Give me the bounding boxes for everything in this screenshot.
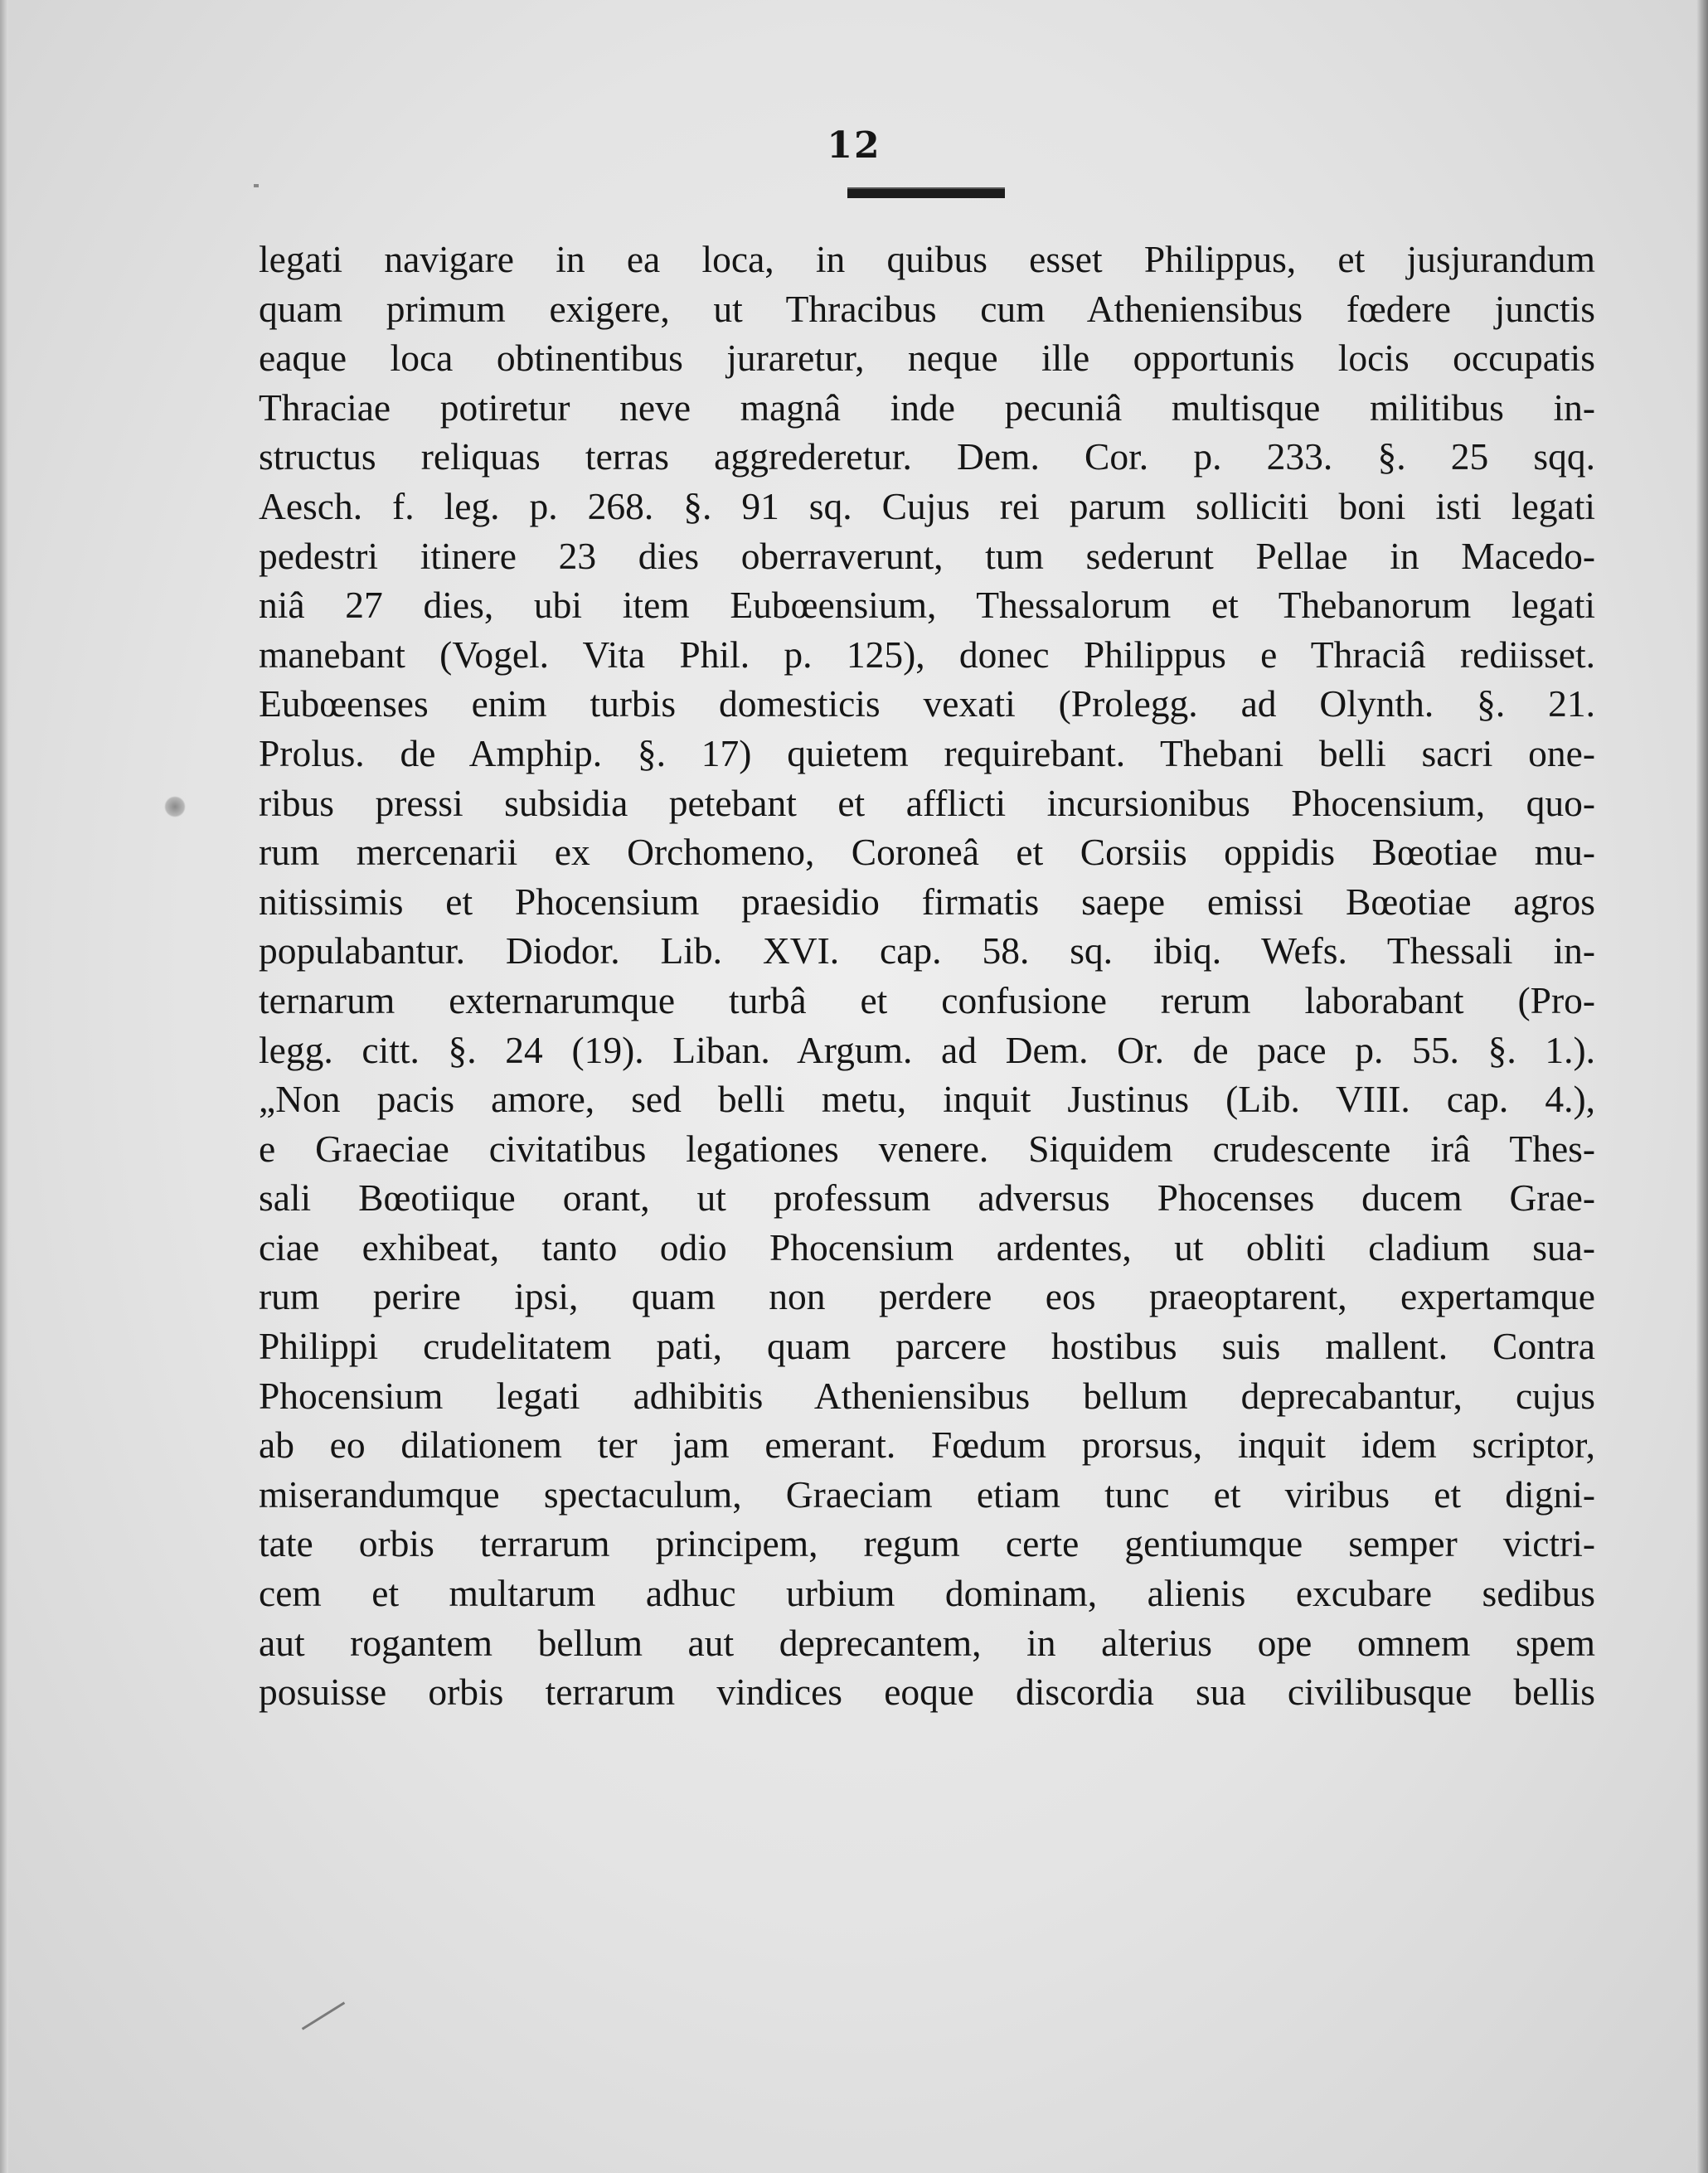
text-line: rum mercenarii ex Orchomeno, Coroneâ et Corsiis oppidis Bœotiae mu- xyxy=(259,831,1595,874)
text-line: niâ 27 dies, ubi item Eubœensium, Thessalorum et Thebanorum legati xyxy=(259,584,1595,627)
text-line: ternarum externarumque turbâ et confusione rerum laborabant (Pro- xyxy=(259,978,1595,1021)
text-line: nitissimis et Phocensium praesidio firmatis saepe emissi Bœotiae agros xyxy=(259,880,1595,923)
ink-speck xyxy=(254,184,259,187)
text-line: ribus pressi subsidia petebant et afflicti incursionibus Phocensium, quo- xyxy=(259,781,1595,824)
text-line: Prolus. de Amphip. §. 17) quietem requirebant. Thebani belli sacri one- xyxy=(259,731,1595,774)
text-line: sali Bœotiique orant, ut professum adversus Phocenses ducem Grae- xyxy=(259,1176,1595,1220)
text-line: rum perire ipsi, quam non perdere eos praeoptarent, expertamque xyxy=(259,1275,1595,1318)
body-text xyxy=(259,235,1595,1717)
text-line: Phocensium legati adhibitis Atheniensibus bellum deprecabantur, cujus xyxy=(259,1374,1595,1417)
page-left-edge-shadow xyxy=(0,0,8,2173)
text-line: Philippi crudelitatem pati, quam parcere hostibus suis mallent. Contra xyxy=(259,1325,1595,1368)
text-line: cem et multarum adhuc urbium dominam, alienis excubare sedibus xyxy=(259,1572,1595,1615)
text-line: ciae exhibeat, tanto odio Phocensium ardentes, ut obliti cladium sua- xyxy=(259,1225,1595,1268)
text-line: aut rogantem bellum aut deprecantem, in alterius ope omnem spem xyxy=(259,1621,1595,1664)
text-line: tate orbis terrarum principem, regum certe gentiumque semper victri- xyxy=(259,1522,1595,1565)
page-number: 12 xyxy=(827,124,881,167)
text-line: manebant (Vogel. Vita Phil. p. 125), donec Philippus e Thraciâ rediisset. xyxy=(259,633,1595,676)
text-line: ab eo dilationem ter jam emerant. Fœdum prorsus, inquit idem scriptor, xyxy=(259,1424,1595,1467)
text-line: legati navigare in ea loca, in quibus esset Philippus, et jusjurandum xyxy=(259,238,1595,280)
text-line: Thraciae potiretur neve magnâ inde pecuniâ multisque militibus in- xyxy=(259,386,1595,429)
text-line: „Non pacis amore, sed belli metu, inquit Justinus (Lib. VIII. cap. 4.), xyxy=(259,1078,1595,1121)
pencil-stroke xyxy=(302,2001,345,2030)
header-rule xyxy=(847,187,1005,198)
page-right-edge-shadow xyxy=(1696,0,1708,2173)
text-line: structus reliquas terras aggrederetur. Dem. Cor. p. 233. §. 25 sqq. xyxy=(259,435,1595,478)
text-line: legg. citt. §. 24 (19). Liban. Argum. ad Dem. Or. de pace p. 55. §. 1.). xyxy=(259,1028,1595,1071)
text-line: e Graeciae civitatibus legationes venere. Siquidem crudescente irâ Thes- xyxy=(259,1127,1595,1170)
text-line: Aesch. f. leg. p. 268. §. 91 sq. Cujus rei parum solliciti boni isti legati xyxy=(259,484,1595,527)
text-line: quam primum exigere, ut Thracibus cum Atheniensibus fœdere junctis xyxy=(259,287,1595,330)
text-line: populabantur. Diodor. Lib. XVI. cap. 58. sq. ibiq. Wefs. Thessali in- xyxy=(259,929,1595,973)
text-line: Eubœenses enim turbis domesticis vexati (Prolegg. ad Olynth. §. 21. xyxy=(259,682,1595,725)
text-line: posuisse orbis terrarum vindices eoque discordia sua civilibusque bellis xyxy=(259,1671,1595,1714)
text-line: miserandumque spectaculum, Graeciam etiam tunc et viribus et digni- xyxy=(259,1472,1595,1516)
ink-blot xyxy=(164,796,186,817)
text-line: eaque loca obtinentibus juraretur, neque ille opportunis locis occupatis xyxy=(259,337,1595,380)
text-line: pedestri itinere 23 dies oberraverunt, tum sederunt Pellae in Macedo- xyxy=(259,534,1595,577)
